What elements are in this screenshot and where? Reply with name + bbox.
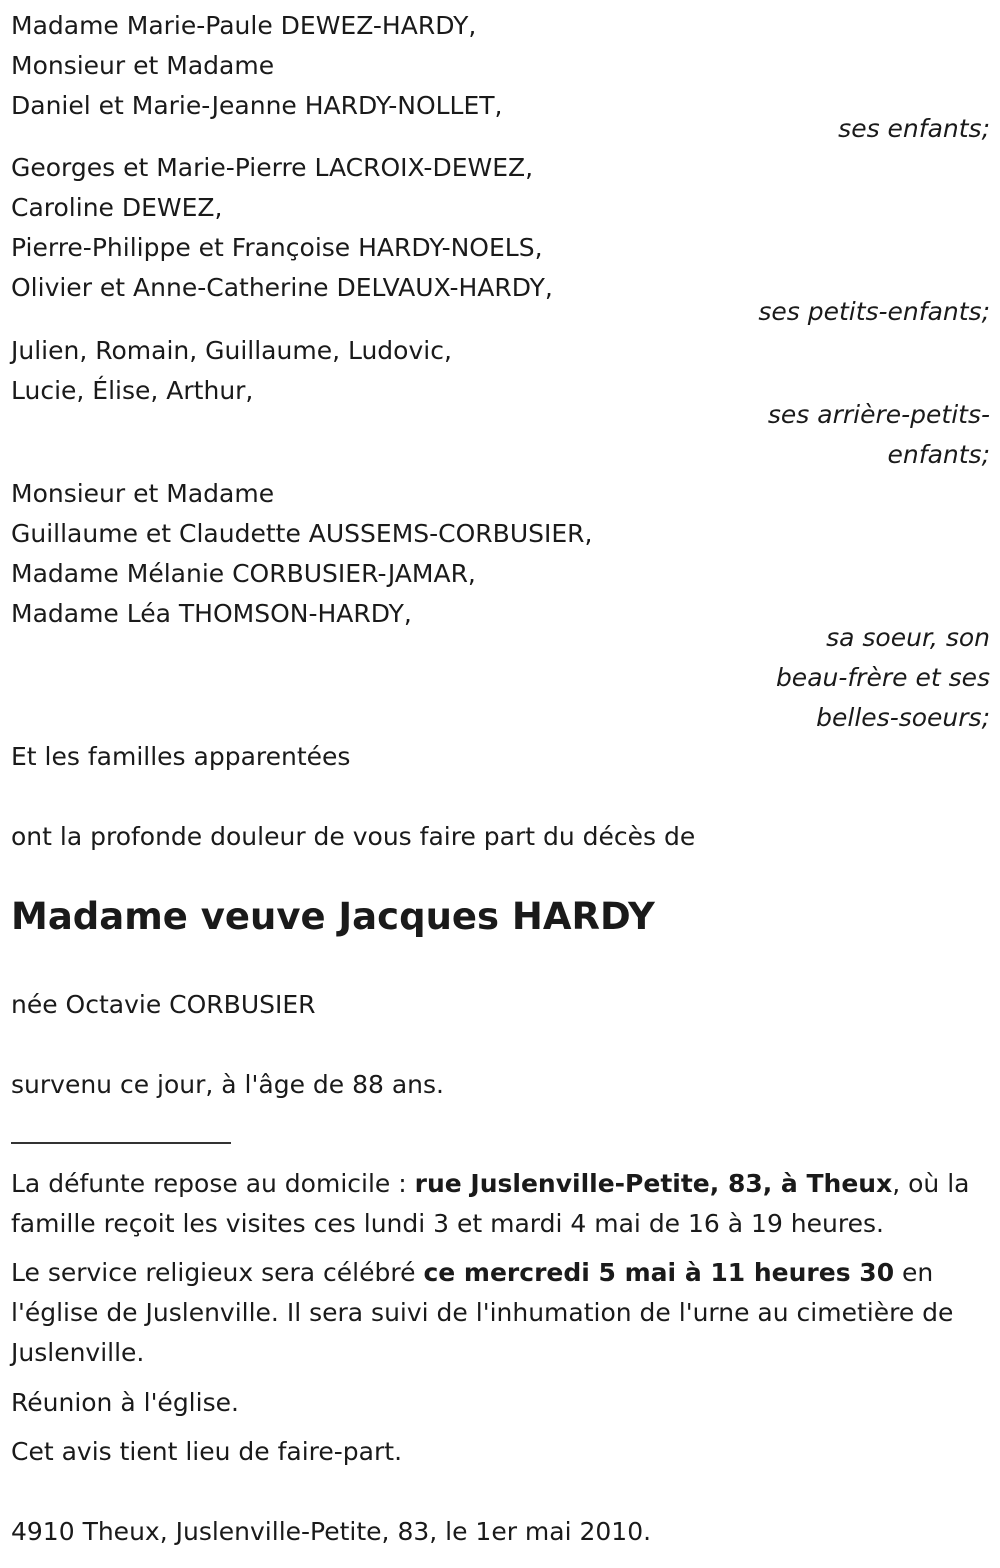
family-line: Caroline DEWEZ, xyxy=(11,193,223,222)
siblings-role: sa soeur, son beau-frère et ses belles-soeurs; xyxy=(775,623,990,732)
family-line: Georges et Marie-Pierre LACROIX-DEWEZ, xyxy=(11,153,534,182)
great-grandchildren-role: ses arrière-petits- enfants; xyxy=(767,400,990,469)
separator-rule xyxy=(11,1142,231,1144)
siblings-group xyxy=(11,474,990,634)
birth-name: née Octavie CORBUSIER xyxy=(11,990,316,1019)
family-line: Madame Marie-Paule DEWEZ-HARDY, xyxy=(11,11,477,40)
family-line: Madame Léa THOMSON-HARDY, xyxy=(11,599,412,628)
family-line: Monsieur et Madame xyxy=(11,479,275,508)
family-line: Daniel et Marie-Jeanne HARDY-NOLLET, xyxy=(11,91,503,120)
service-paragraph: Le service religieux sera célébré ce mercredi 5 mai à 11 heures 30 en l'église de Juslenville. Il sera suivi de l'inhumation de l'urne au cimetière de Juslenville. xyxy=(11,1258,954,1367)
passing-info: survenu ce jour, à l'âge de 88 ans. xyxy=(11,1070,444,1099)
grandchildren-group xyxy=(11,148,990,308)
meeting-info: Réunion à l'église. xyxy=(11,1388,239,1417)
children-role: ses enfants; xyxy=(838,114,990,143)
family-line: Monsieur et Madame xyxy=(11,51,275,80)
deceased-name: Madame veuve Jacques HARDY xyxy=(11,895,655,938)
rest-address: rue Juslenville-Petite, 83, à Theux xyxy=(414,1169,893,1198)
notice-info: Cet avis tient lieu de faire-part. xyxy=(11,1437,403,1466)
family-line: Pierre-Philippe et Françoise HARDY-NOELS, xyxy=(11,233,543,262)
family-line: Madame Mélanie CORBUSIER-JAMAR, xyxy=(11,559,476,588)
service-when: ce mercredi 5 mai à 11 heures 30 xyxy=(423,1258,895,1287)
children-group xyxy=(11,6,990,126)
family-line: Julien, Romain, Guillaume, Ludovic, xyxy=(11,336,452,365)
family-line: Guillaume et Claudette AUSSEMS-CORBUSIER, xyxy=(11,519,593,548)
family-line: Olivier et Anne-Catherine DELVAUX-HARDY, xyxy=(11,273,553,302)
family-line: Lucie, Élise, Arthur, xyxy=(11,376,254,405)
rest-paragraph: La défunte repose au domicile : rue Juslenville-Petite, 83, à Theux, où la famille reçoit les visites ces lundi 3 et mardi 4 mai de 16 à 19 heures. xyxy=(11,1169,970,1238)
place-date: 4910 Theux, Juslenville-Petite, 83, le 1er mai 2010. xyxy=(11,1517,652,1546)
families-line: Et les familles apparentées xyxy=(11,742,351,771)
announcement: ont la profonde douleur de vous faire part du décès de xyxy=(11,822,696,851)
grandchildren-role: ses petits-enfants; xyxy=(758,297,990,326)
